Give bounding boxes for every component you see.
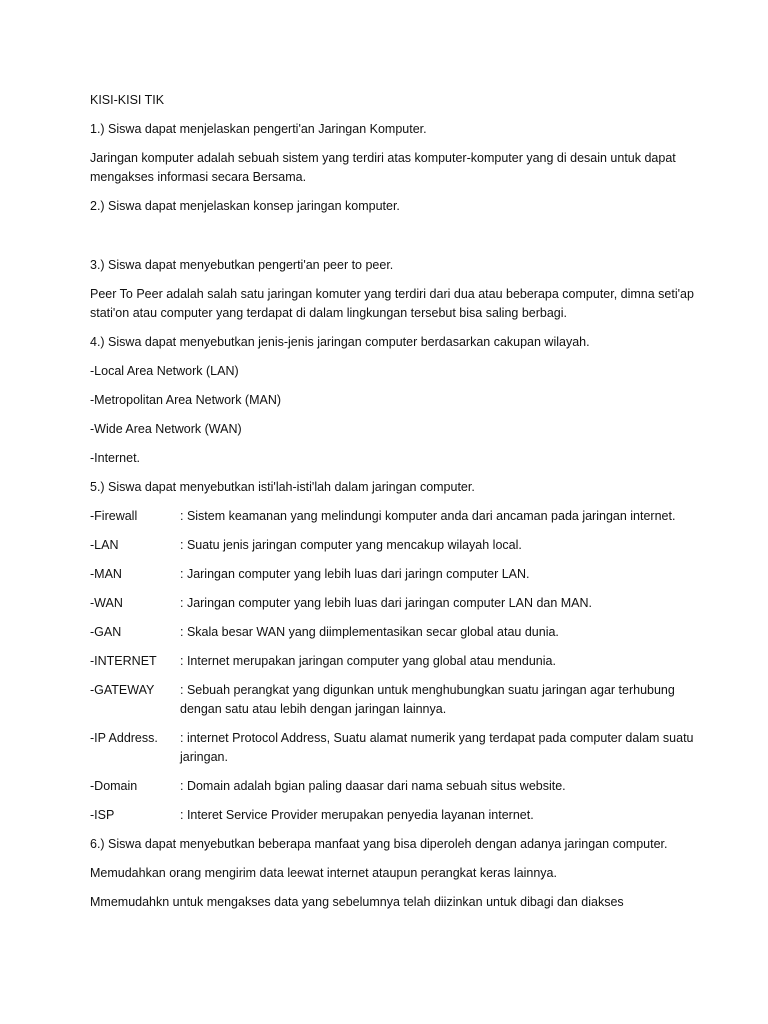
term-definition: : Internet merupakan jaringan computer yang global atau mendunia. [180,654,556,668]
term-definition: : Sistem keamanan yang melindungi komputer anda dari ancaman pada jaringan internet. [180,509,676,523]
term-row [90,623,700,642]
term-name: -LAN [90,538,119,552]
item-1-title: 1.) Siswa dapat menjelaskan pengerti'an Jaringan Komputer. [90,122,427,136]
term-name: -GATEWAY [90,683,155,697]
network-type-item: -Internet. [90,451,141,465]
term-row [90,729,700,767]
term-row [90,536,700,555]
term-row [90,681,700,719]
term-definition: : Interet Service Provider merupakan penyedia layanan internet. [180,808,534,822]
term-definition: : Domain adalah bgian paling daasar dari nama sebuah situs website. [180,779,566,793]
blank-gap [90,226,700,256]
term-name: -INTERNET [90,654,157,668]
network-type-item: -Local Area Network (LAN) [90,364,239,378]
term-definition: : Sebuah perangkat yang digunkan untuk menghubungkan suatu jaringan agar terhubung dengan satu atau lebih dengan jaringan lainnya. [180,683,675,716]
term-row [90,777,700,796]
term-name: -MAN [90,567,122,581]
item-3-answer: Peer To Peer adalah salah satu jaringan komuter yang terdiri dari dua atau beberapa computer, dimna seti'ap stati'on atau computer yang terdapat di dalam lingkungan tersebut bisa saling berbagi. [90,287,694,320]
item-5-title: 5.) Siswa dapat menyebutkan isti'lah-isti'lah dalam jaringan computer. [90,480,475,494]
item-4-title: 4.) Siswa dapat menyebutkan jenis-jenis jaringan computer berdasarkan cakupan wilayah. [90,335,590,349]
document-body [90,91,700,922]
benefit-answer: Memudahkan orang mengirim data leewat internet ataupun perangkat keras lainnya. [90,866,557,880]
item-6-title: 6.) Siswa dapat menyebutkan beberapa manfaat yang bisa diperoleh dengan adanya jaringan computer. [90,837,668,851]
term-definition: : Jaringan computer yang lebih luas dari jaringn computer LAN. [180,567,530,581]
term-definition: : internet Protocol Address, Suatu alamat numerik yang terdapat pada computer dalam suatu jaringan. [180,731,694,764]
term-name: -Domain [90,779,138,793]
term-definition: : Jaringan computer yang lebih luas dari jaringan computer LAN dan MAN. [180,596,593,610]
network-type-item: -Wide Area Network (WAN) [90,422,242,436]
item-2-title: 2.) Siswa dapat menjelaskan konsep jaringan komputer. [90,199,400,213]
item-1-answer: Jaringan komputer adalah sebuah sistem yang terdiri atas komputer-komputer yang di desain untuk dapat mengakses informasi secara Bersama. [90,151,676,184]
term-row [90,594,700,613]
document-heading: KISI-KISI TIK [90,93,165,107]
network-type-item: -Metropolitan Area Network (MAN) [90,393,282,407]
term-row [90,565,700,584]
term-name: -IP Address. [90,731,158,745]
term-name: -ISP [90,808,115,822]
term-row [90,806,700,825]
term-name: -GAN [90,625,122,639]
term-definition: : Suatu jenis jaringan computer yang mencakup wilayah local. [180,538,522,552]
benefit-answer: Mmemudahkn untuk mengakses data yang sebelumnya telah diizinkan untuk dibagi dan diakses [90,895,624,909]
term-row [90,507,700,526]
term-name: -Firewall [90,509,138,523]
item-3-title: 3.) Siswa dapat menyebutkan pengerti'an peer to peer. [90,258,394,272]
term-name: -WAN [90,596,123,610]
term-definition: : Skala besar WAN yang diimplementasikan secar global atau dunia. [180,625,559,639]
term-row [90,652,700,671]
